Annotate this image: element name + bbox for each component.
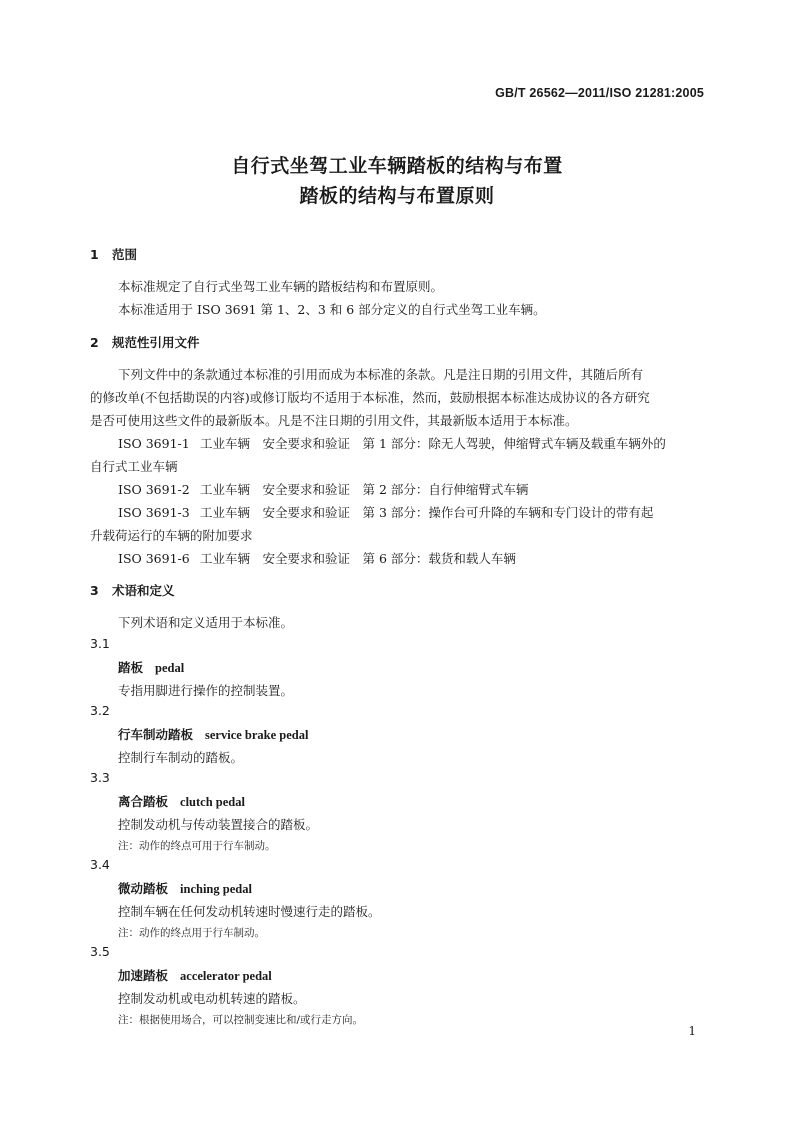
section-number: 2 [90, 335, 99, 350]
reference-id: ISO 3691-2 [118, 482, 190, 497]
reference-id: ISO 3691-6 [118, 551, 190, 566]
reference-continuation: 自行式工业车辆 [90, 459, 178, 474]
reference-item [118, 503, 706, 521]
term-chinese: 加速踏板 [118, 968, 169, 983]
term-entry [118, 658, 706, 676]
reference-continuation: 升载荷运行的车辆的附加要求 [90, 528, 253, 543]
section-number: 1 [90, 247, 99, 262]
term-number: 3.5 [90, 944, 110, 959]
section-title: 范围 [112, 247, 138, 262]
term-english: pedal [155, 661, 185, 675]
term-chinese: 离合踏板 [118, 794, 169, 809]
reference-title: 工业车辆 安全要求和验证 第 1 部分：除无人驾驶，伸缩臂式车辆及载重车辆外的 [200, 436, 666, 451]
section-title: 规范性引用文件 [112, 335, 200, 350]
term-entry [118, 879, 706, 897]
reference-title: 工业车辆 安全要求和验证 第 3 部分：操作台可升降的车辆和专门设计的带有起 [200, 505, 654, 520]
paragraph-line: 的修改单(不包括勘误的内容)或修订版均不适用于本标准，然而，鼓励根据本标准达成协议的各方研究 [90, 390, 650, 405]
reference-item [118, 434, 706, 452]
paragraph-line: 下列文件中的条款通过本标准的引用而成为本标准的条款。凡是注日期的引用文件，其随后所有 [118, 367, 644, 382]
paragraph: 本标准规定了自行式坐驾工业车辆的踏板结构和布置原则。 [118, 279, 444, 294]
reference-item [118, 549, 706, 567]
paragraph: 下列术语和定义适用于本标准。 [118, 615, 294, 630]
page-subtitle: 踏板的结构与布置原则 [299, 185, 495, 207]
paragraph-line: 是否可使用这些文件的最新版本。凡是不注日期的引用文件，其最新版本适用于本标准。 [90, 413, 578, 428]
term-number: 3.2 [90, 703, 110, 718]
page-number: 1 [688, 1024, 696, 1038]
term-definition: 控制发动机与传动装置接合的踏板。 [118, 817, 319, 832]
standard-number: GB/T 26562—2011/ISO 21281:2005 [495, 86, 704, 100]
term-english: service brake pedal [205, 728, 309, 742]
term-note: 注：动作的终点可用于行车制动。 [118, 840, 276, 852]
term-chinese: 踏板 [118, 660, 144, 675]
section-number: 3 [90, 583, 99, 598]
reference-id: ISO 3691-1 [118, 436, 190, 451]
term-english: inching pedal [180, 882, 252, 896]
term-definition: 控制行车制动的踏板。 [118, 750, 244, 765]
term-entry [118, 966, 706, 984]
reference-title: 工业车辆 安全要求和验证 第 6 部分：载货和载人车辆 [200, 551, 516, 566]
term-definition: 专指用脚进行操作的控制装置。 [118, 683, 294, 698]
term-chinese: 微动踏板 [118, 881, 169, 896]
reference-title: 工业车辆 安全要求和验证 第 2 部分：自行伸缩臂式车辆 [200, 482, 529, 497]
section-heading-terms [90, 581, 706, 599]
section-heading-references [90, 333, 706, 351]
term-number: 3.4 [90, 857, 110, 872]
term-english: clutch pedal [180, 795, 245, 809]
term-chinese: 行车制动踏板 [118, 727, 194, 742]
paragraph: 本标准适用于 ISO 3691 第 1、2、3 和 6 部分定义的自行式坐驾工业车辆。 [118, 302, 546, 317]
term-note: 注：动作的终点用于行车制动。 [118, 927, 265, 939]
reference-item [118, 480, 706, 498]
term-note: 注：根据使用场合，可以控制变速比和/或行走方向。 [118, 1014, 364, 1026]
term-definition: 控制车辆在任何发动机转速时慢速行走的踏板。 [118, 904, 381, 919]
term-entry [118, 792, 706, 810]
section-title: 术语和定义 [112, 583, 175, 598]
reference-id: ISO 3691-3 [118, 505, 190, 520]
term-english: accelerator pedal [180, 969, 272, 983]
term-number: 3.3 [90, 770, 110, 785]
section-heading-scope [90, 245, 706, 263]
term-number: 3.1 [90, 636, 110, 651]
page-title: 自行式坐驾工业车辆踏板的结构与布置 [231, 155, 563, 177]
term-definition: 控制发动机或电动机转速的踏板。 [118, 991, 306, 1006]
term-entry [118, 725, 706, 743]
